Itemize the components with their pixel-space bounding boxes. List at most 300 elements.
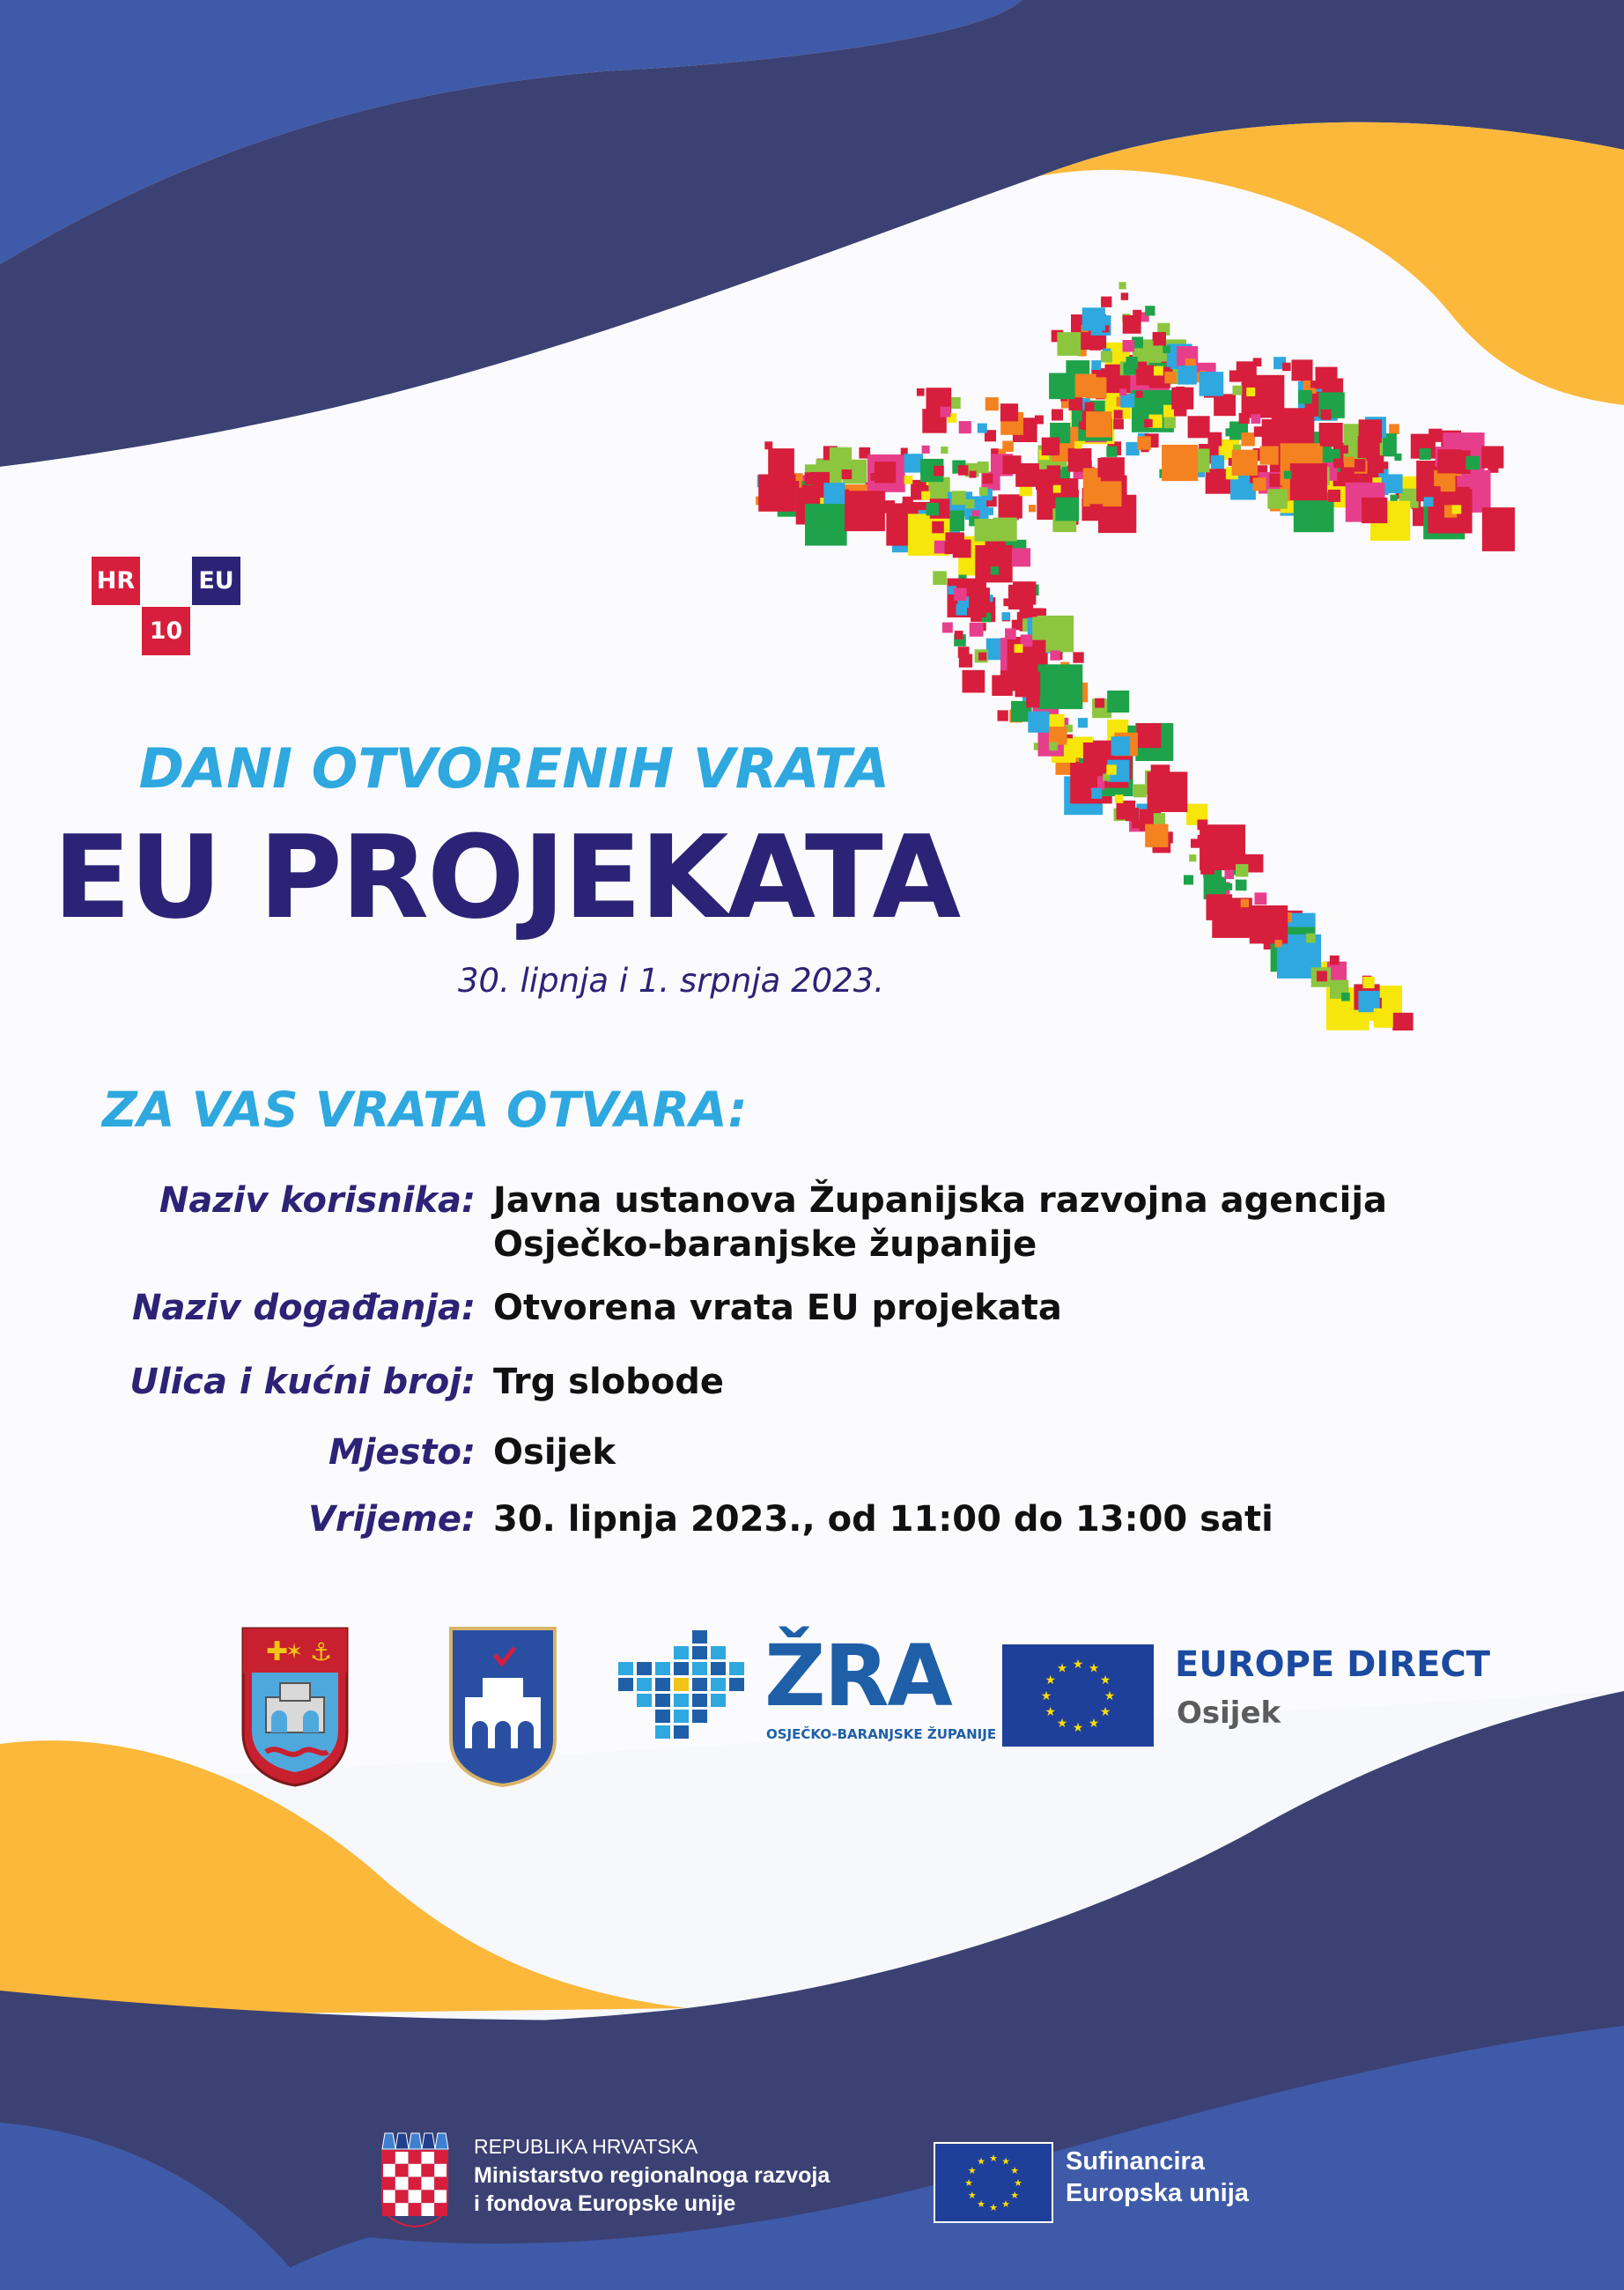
map-tile — [1126, 808, 1139, 821]
map-tile — [921, 491, 930, 500]
map-tile — [1042, 438, 1060, 455]
map-tile — [1003, 598, 1011, 606]
map-tile — [978, 653, 986, 661]
map-tile — [1481, 447, 1503, 469]
map-tile — [1359, 419, 1383, 443]
checker-square — [382, 2190, 395, 2203]
event-title: EU PROJEKATA — [53, 810, 960, 944]
ministry-line-1: Ministarstvo regionalnoga razvoja — [474, 2163, 830, 2188]
map-tile — [952, 491, 966, 505]
map-tile — [1057, 332, 1081, 356]
map-tile — [1317, 971, 1327, 981]
map-tile — [1389, 424, 1399, 434]
map-tile — [1321, 410, 1332, 420]
map-tile — [1260, 447, 1279, 465]
eu-star-icon: ★ — [1099, 1673, 1111, 1688]
map-tile — [926, 503, 939, 515]
map-tile — [945, 542, 957, 554]
map-tile — [941, 407, 951, 417]
map-tile — [1080, 770, 1098, 788]
map-tile — [970, 623, 984, 637]
event-subtitle: DANI OTVORENIH VRATA — [138, 736, 890, 801]
map-tile — [991, 566, 999, 574]
map-tile — [1036, 476, 1049, 490]
svg-text:✚: ✚ — [266, 1636, 289, 1667]
eu-star-icon: ★ — [964, 2176, 973, 2189]
map-tile — [1185, 454, 1195, 463]
map-tile — [1214, 394, 1236, 416]
map-tile — [1091, 360, 1101, 370]
map-tile — [1091, 788, 1102, 799]
map-tile — [1089, 339, 1101, 351]
map-tile — [1012, 548, 1030, 566]
checker-square — [395, 2190, 409, 2203]
map-tile — [975, 545, 1012, 582]
map-tile — [1269, 379, 1278, 388]
map-tile — [1233, 386, 1243, 395]
map-tile — [1082, 307, 1105, 330]
zra-pixel — [637, 1694, 652, 1707]
checker-square — [409, 2177, 422, 2190]
map-tile — [1119, 388, 1126, 395]
zra-pixel — [674, 1710, 689, 1723]
map-tile — [1316, 367, 1338, 389]
checker-square — [421, 2203, 434, 2216]
croatia-coat-icon — [379, 2130, 451, 2228]
section-heading: ZA VAS VRATA OTVARA: — [102, 1082, 748, 1138]
event-date: 30. lipnja i 1. srpnja 2023. — [458, 962, 884, 1000]
map-tile — [1226, 841, 1240, 855]
map-tile — [979, 487, 988, 496]
map-tile — [1424, 497, 1434, 506]
map-tile — [1267, 489, 1288, 509]
detail-label: Naziv događanja: — [132, 1288, 476, 1328]
map-tile — [1124, 363, 1136, 375]
zra-pixel — [729, 1678, 744, 1691]
map-tile — [1154, 813, 1165, 824]
zra-pixel — [692, 1646, 707, 1659]
zra-pixel — [618, 1662, 633, 1675]
map-tile — [1113, 419, 1124, 430]
zra-pixel — [711, 1694, 726, 1707]
map-tile — [1298, 390, 1312, 404]
eu-star-icon: ★ — [977, 2155, 985, 2168]
zra-pixel — [692, 1678, 707, 1691]
zra-pixel — [729, 1662, 744, 1675]
map-tile — [1074, 441, 1082, 449]
map-tile — [933, 571, 947, 585]
hr10-eu-logo — [92, 557, 241, 655]
map-tile — [1013, 581, 1036, 604]
map-tile — [1111, 736, 1131, 756]
map-tile — [1106, 765, 1116, 774]
detail-label: Ulica i kućni broj: — [129, 1362, 476, 1402]
map-tile — [1002, 612, 1010, 620]
europe-direct-city: Osijek — [1177, 1695, 1281, 1731]
eu-star-icon: ★ — [1104, 1688, 1116, 1703]
detail-value: Trg slobode — [493, 1362, 725, 1402]
logo-hr-square: HR — [92, 557, 140, 605]
detail-row-beneficiary — [106, 1178, 1559, 1267]
map-tile — [932, 521, 944, 534]
map-tile — [1394, 454, 1401, 461]
zra-pixel — [692, 1630, 707, 1644]
ministry-line-2: i fondova Europske unije — [474, 2191, 736, 2216]
map-tile — [917, 388, 925, 396]
map-tile — [1328, 490, 1340, 502]
zra-pixel — [655, 1710, 670, 1723]
map-tile — [1253, 477, 1266, 491]
zra-pixel-cross-icon — [618, 1630, 750, 1745]
map-tile — [1144, 419, 1153, 428]
map-tile — [956, 604, 968, 616]
map-tile — [1078, 718, 1088, 728]
map-tile — [1201, 844, 1221, 863]
map-tile — [1095, 698, 1104, 708]
checker-square — [382, 2177, 395, 2190]
zra-name: ŽRA — [764, 1627, 951, 1725]
map-tile — [1246, 388, 1255, 396]
map-tile — [985, 397, 999, 410]
map-tile — [1055, 498, 1079, 521]
map-tile — [1330, 956, 1340, 965]
detail-row-event-name — [106, 1286, 1559, 1330]
checker-square — [434, 2190, 447, 2203]
map-tile — [1333, 459, 1343, 469]
map-tile — [1340, 446, 1348, 454]
eu-star-icon: ★ — [1010, 2189, 1020, 2201]
europe-direct-title: EUROPE DIRECT — [1175, 1644, 1491, 1685]
map-tile — [1198, 835, 1209, 846]
map-tile — [1366, 455, 1384, 473]
eu-star-icon: ★ — [1056, 1717, 1068, 1732]
map-tile — [758, 475, 795, 512]
zra-pixel — [637, 1662, 652, 1675]
map-tile — [1353, 459, 1366, 472]
map-tile — [1015, 644, 1023, 653]
footer-ministry — [379, 2123, 907, 2237]
map-tile — [1200, 372, 1224, 396]
map-tile — [1052, 410, 1063, 421]
map-tile — [1015, 672, 1041, 698]
map-tile — [845, 491, 885, 531]
checker-square — [434, 2164, 447, 2177]
map-tile — [1049, 742, 1058, 751]
detail-label: Naziv korisnika: — [159, 1180, 476, 1221]
map-tile — [1164, 372, 1176, 383]
map-tile — [934, 466, 944, 476]
eu-flag-icon — [934, 2142, 1053, 2223]
crown-segment — [435, 2133, 448, 2149]
map-tile — [1306, 483, 1318, 494]
map-tile — [1211, 455, 1224, 469]
map-tile — [1208, 432, 1222, 447]
map-tile — [1164, 417, 1176, 428]
map-tile — [1003, 455, 1022, 474]
map-tile — [1207, 894, 1233, 920]
eu-star-icon: ★ — [1001, 2155, 1010, 2168]
map-tile — [1138, 350, 1149, 361]
zra-pixel — [674, 1694, 689, 1707]
map-tile — [1136, 391, 1143, 398]
checker-square — [395, 2151, 409, 2164]
zra-pixel — [674, 1725, 689, 1739]
map-tile — [1101, 297, 1111, 307]
map-tile — [1241, 899, 1249, 907]
map-tile — [1101, 351, 1112, 362]
eu-star-icon: ★ — [1045, 1673, 1057, 1688]
map-tile — [1163, 346, 1170, 354]
map-tile — [1466, 456, 1480, 470]
checker-square — [395, 2203, 409, 2216]
map-tile — [789, 481, 800, 491]
checker-square — [382, 2151, 395, 2164]
detail-value: Osijek — [493, 1432, 616, 1473]
eu-flag-icon — [1002, 1644, 1154, 1747]
checker-square — [421, 2164, 434, 2177]
eu-star-icon: ★ — [1010, 2164, 1020, 2176]
map-tile — [985, 507, 993, 515]
zra-pixel — [618, 1678, 633, 1691]
map-tile — [978, 462, 989, 473]
map-tile — [1029, 505, 1036, 512]
crown-segment — [382, 2133, 395, 2149]
map-tile — [1137, 436, 1150, 449]
map-tile — [1133, 784, 1147, 797]
map-tile — [1086, 411, 1111, 437]
map-tile — [1310, 380, 1318, 388]
map-tile — [1437, 449, 1461, 473]
map-tile — [1420, 448, 1431, 460]
eu-star-icon: ★ — [989, 2201, 998, 2213]
map-tile — [1177, 366, 1196, 384]
map-tile — [1026, 694, 1039, 707]
eu-star-icon: ★ — [1072, 1657, 1084, 1672]
map-tile — [1038, 664, 1083, 709]
map-tile — [958, 646, 970, 658]
map-tile — [1090, 504, 1104, 517]
map-tile — [805, 472, 817, 484]
zra-pixel — [692, 1662, 707, 1675]
osijek-baranja-county-coat-icon — [240, 1627, 351, 1787]
map-tile — [1384, 474, 1403, 493]
map-tile — [1107, 691, 1129, 713]
map-tile — [1282, 363, 1291, 372]
map-tile — [904, 454, 923, 472]
map-tile — [1374, 1008, 1393, 1028]
map-tile — [1185, 396, 1193, 405]
zra-pixel — [692, 1694, 707, 1707]
map-tile — [1115, 794, 1124, 803]
map-tile — [971, 587, 991, 607]
map-tile — [1362, 498, 1387, 523]
zra-pixel — [711, 1662, 726, 1675]
map-tile — [922, 446, 930, 454]
map-tile — [963, 670, 985, 693]
map-tile — [764, 441, 772, 449]
checker-square — [382, 2164, 395, 2177]
map-tile — [999, 494, 1022, 518]
map-tile — [1188, 416, 1210, 438]
zra-pixel — [655, 1694, 670, 1707]
checker-square — [409, 2164, 422, 2177]
map-tile — [1341, 993, 1350, 1001]
zra-pixel — [692, 1710, 707, 1723]
zra-pixel — [711, 1646, 726, 1659]
map-tile — [1106, 447, 1117, 457]
map-tile — [1275, 940, 1282, 947]
map-tile — [1121, 292, 1128, 299]
map-tile — [1255, 892, 1267, 905]
map-tile — [1028, 712, 1049, 733]
map-tile — [1236, 880, 1247, 891]
republic-label: REPUBLIKA HRVATSKA — [474, 2135, 698, 2158]
map-tile — [1151, 765, 1170, 784]
map-tile — [1239, 413, 1250, 424]
map-tile — [1254, 426, 1265, 437]
checker-square — [421, 2177, 434, 2190]
map-tile — [1145, 824, 1168, 847]
map-tile — [1306, 934, 1316, 943]
map-tile — [1284, 471, 1292, 479]
map-tile — [978, 424, 987, 433]
detail-value: Otvorena vrata EU projekata — [493, 1288, 1062, 1328]
map-tile — [1391, 495, 1398, 502]
map-tile — [1176, 387, 1185, 395]
checker-square — [421, 2151, 434, 2164]
map-tile — [1257, 905, 1270, 919]
map-tile — [1225, 870, 1235, 880]
event-details — [106, 1178, 1559, 1561]
map-tile — [1050, 651, 1059, 661]
partner-logos — [238, 1625, 1491, 1792]
detail-row-place — [106, 1430, 1559, 1474]
map-tile — [1235, 452, 1246, 463]
map-tile — [959, 421, 971, 433]
map-tile — [1114, 410, 1123, 418]
checker-square — [434, 2151, 447, 2164]
map-tile — [1101, 457, 1125, 481]
map-tile — [1225, 883, 1232, 890]
map-tile — [1154, 366, 1163, 376]
eu-star-icon: ★ — [977, 2198, 985, 2211]
map-tile — [955, 631, 963, 639]
map-tile — [1320, 433, 1333, 447]
map-tile — [1123, 340, 1135, 352]
map-tile — [1198, 820, 1208, 831]
map-tile — [1116, 379, 1126, 388]
map-tile — [805, 504, 847, 546]
svg-text:⚓: ⚓ — [310, 1637, 333, 1666]
map-tile — [904, 476, 913, 484]
map-tile — [1236, 864, 1248, 876]
detail-label: Vrijeme: — [307, 1499, 476, 1540]
map-tile — [1251, 414, 1261, 424]
checker-square — [409, 2151, 422, 2164]
checker-square — [395, 2177, 409, 2190]
map-tile — [830, 447, 852, 469]
eu-star-icon: ★ — [1014, 2176, 1022, 2189]
map-tile — [1073, 374, 1096, 398]
map-tile — [1392, 1013, 1413, 1030]
eu-star-icon: ★ — [1088, 1661, 1100, 1676]
map-tile — [1053, 485, 1061, 493]
svg-text:✶: ✶ — [285, 1639, 304, 1664]
checker-square — [434, 2177, 447, 2190]
osijek-city-coat-icon — [447, 1627, 558, 1787]
map-tile — [1049, 727, 1067, 745]
eu-star-icon: ★ — [1045, 1704, 1057, 1719]
zra-pixel — [674, 1646, 689, 1659]
cofunded-line-1: Sufinancira — [1066, 2147, 1205, 2176]
map-tile — [1085, 403, 1095, 412]
checker-square — [421, 2190, 434, 2203]
map-tile — [1452, 505, 1462, 514]
detail-row-street — [106, 1360, 1559, 1404]
cofunded-line-2: Europska unija — [1066, 2179, 1249, 2207]
map-tile — [1005, 628, 1016, 639]
map-tile — [954, 588, 966, 601]
map-tile — [1133, 310, 1141, 319]
eu-star-icon: ★ — [967, 2164, 977, 2176]
map-tile — [983, 474, 993, 484]
zra-pixel — [674, 1662, 689, 1675]
map-tile — [1363, 977, 1375, 988]
map-tile — [934, 395, 941, 403]
crown-segment — [409, 2133, 422, 2149]
zra-pixel — [674, 1678, 689, 1691]
map-tile — [1049, 373, 1075, 400]
map-tile — [998, 710, 1008, 720]
map-tile — [941, 447, 948, 454]
map-tile — [1032, 617, 1055, 639]
map-tile — [1000, 403, 1018, 421]
footer-cofunded — [934, 2142, 1303, 2239]
map-tile — [1119, 282, 1126, 289]
crown-segment — [422, 2133, 435, 2149]
zra-pixel — [655, 1662, 670, 1675]
map-tile — [1189, 854, 1196, 861]
zra-pixel — [711, 1678, 726, 1691]
logo-eu-square: EU — [192, 557, 240, 605]
eu-star-icon: ★ — [1040, 1688, 1052, 1703]
detail-label: Mjesto: — [328, 1432, 476, 1473]
map-tile — [965, 499, 974, 508]
logo-10-square: 10 — [142, 607, 190, 655]
eu-star-icon: ★ — [967, 2189, 977, 2201]
zra-pixel — [655, 1678, 670, 1691]
eu-star-icon: ★ — [989, 2152, 998, 2164]
map-tile — [1145, 306, 1155, 315]
map-tile — [1236, 361, 1257, 381]
checker-square — [409, 2203, 422, 2216]
map-tile — [1242, 432, 1255, 446]
eu-star-icon: ★ — [1001, 2198, 1010, 2211]
map-tile — [1290, 463, 1327, 500]
eu-star-icon: ★ — [1099, 1704, 1111, 1719]
eu-star-icon: ★ — [1088, 1717, 1100, 1732]
map-tile — [1073, 652, 1083, 662]
checker-square — [409, 2190, 422, 2203]
map-tile — [875, 462, 896, 483]
map-tile — [1002, 441, 1014, 453]
detail-value: 30. lipnja 2023., od 11:00 do 13:00 sati — [493, 1499, 1273, 1540]
map-tile — [1079, 421, 1087, 429]
map-tile — [1174, 403, 1186, 416]
map-tile — [823, 483, 845, 504]
eu-star-icon: ★ — [1072, 1720, 1084, 1735]
checker-square — [395, 2164, 409, 2177]
